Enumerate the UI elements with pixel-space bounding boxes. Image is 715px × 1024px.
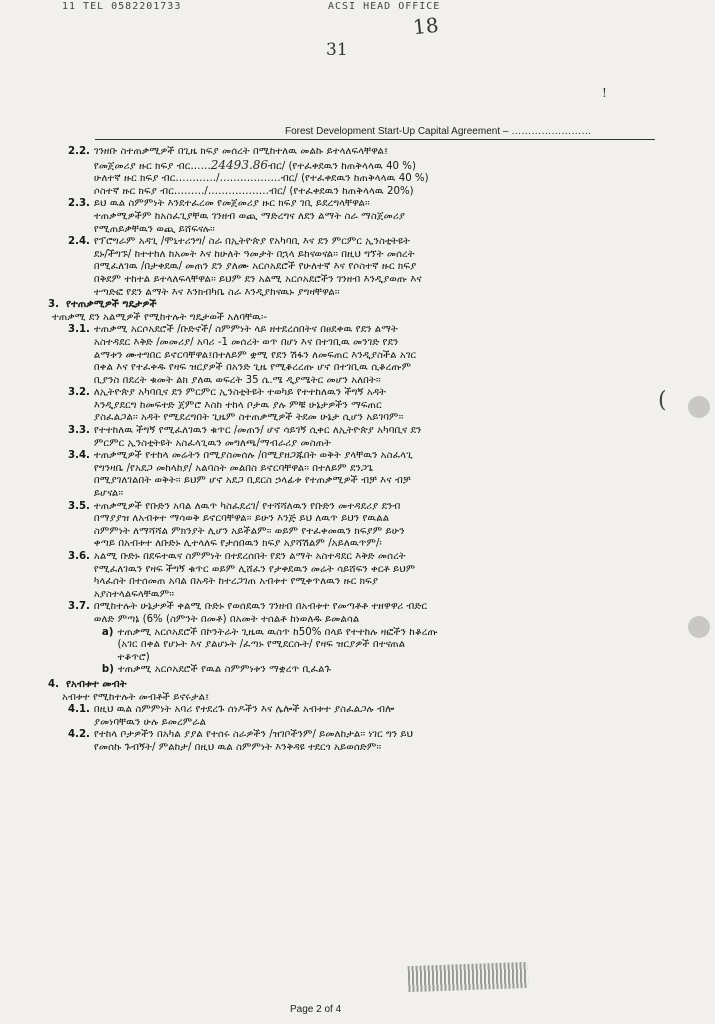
clause-line: ደኑ/ችግኙ/ ከተተከለ ከአመት እና ከሁለት ዓመታት በኋላ ይከናወናል፡፡ በዚህ ግኘት መሰረት [93, 248, 415, 260]
fax-header [0, 0, 715, 16]
margin-bracket-mark: ( [658, 388, 667, 413]
clause-line: የግንዛቤ /የአደጋ መከላከያ/ አልባስት መልበስ ይኖርባቸዋል፡፡ በተለይም ደንጋጌ [93, 462, 374, 474]
punch-hole-top [688, 396, 710, 418]
clause-line: ሁለተኛ ዙር ክፍያ ብር…………/………………ብር/ (የተፈቀደዉን ከጠቅላላዉ 40 %) [93, 173, 429, 185]
clause-line: የመሰኩ ጉብኝት/ ምልከታ/ በዚህ ዉል ስምምነት እንቅዳዩ ተደርጎ አይወሰድም፡፡ [93, 741, 382, 753]
clause-line: ተጣድፎ የደን ልማት እና እንክብካቤ ስራ እንዲያከናዉኑ ያግዛቸዋል፡፡ [93, 286, 340, 298]
section-4-intro: አብቱተ የሚከተሉት መብቶች ይኖሩታል፤ [62, 691, 210, 703]
clause-3-3 [48, 425, 653, 450]
fax-sender-number: 11 TEL 0582201733 [62, 1, 182, 12]
clause-line: ተጠቃሚ አርሶአደሮች በኮንትራት ጊዜዉ ዉስጥ ከ50% በላይ የተተከሉ ዛፎችን ከቆረጡ [117, 626, 438, 638]
clause-2-4 [48, 236, 653, 299]
clause-number: 3.3. [68, 425, 90, 437]
section-number: 4. [48, 678, 59, 690]
clause-line: ለኢትዮጵያ አካባቢና ደን ምርምር ኢንስቲትዩት ተወካይ የተተከለዉን ችግኝ አዳት [93, 387, 387, 399]
clause-line: ገንዘቡ ስተጠቃሚዎች በጊዜ ክፍያ መሰረት በሚከተለዉ መልኩ ይተላለፍላቸዋል፤ [93, 146, 389, 157]
clause-3-7 [48, 601, 653, 677]
clause-line: ይህ ዉል ስምምነት እንደተፈረመ የመጀመሪያ ዙር ክፍያ ገቢ ይደረግላቸዋል፡፡ [93, 198, 370, 210]
handwritten-page-number: 18 [411, 12, 440, 40]
clause-line: ሶስተኛ ዙር ክፍያ ብር………/………………ብር/ (የተፈቀደዉን ከጠቅላላዉ 20%) [93, 185, 414, 197]
clause-line: በሚከተሉት ሁኔታዎች ቀልሚ ቡድኑ የወሰደዉን ገንዘብ በአብቱተ የመጣቶቶ ተዘዋዋሪ ብድር [93, 601, 428, 613]
clause-number: 3.6. [68, 551, 90, 562]
clause-line: ወለድ ምጣኔ (6% (ስምንት በመቶ) በአመት ተሰልቶ ከነወለዱ ይመልሳል [93, 613, 360, 625]
clause-line: አልሚ ቡድኑ በደፍተዉና ስምምነት በተደረሰበት የደን ልማት አስተዳደር እቅድ መሰረት [93, 551, 406, 562]
clause-line: በማያያዝ ለአብቱተ ማሳወቅ ይኖርባቸዋል፡፡ ይሁን እንጅ ይህ ለዉጥ ይህን የዉልል [93, 513, 390, 525]
first-installment-tail: ብር/ (የተፈቀደዉን ከጠቅላላዉ 40 %) [268, 160, 416, 172]
header-rule [95, 139, 655, 140]
section-3-intro: ተጠቃሚ ደን አልሚዎች የሚከተሉት ግዴታወች አለባቸዉ፡- [52, 311, 268, 323]
page-footer: Page 2 of 4 [290, 1004, 342, 1015]
clause-line: ተጠቃሚዎችም ከአስፈጊያቸዉ ገንዘብ ወጪ ማድረግና ለደን ልማት ስራ ማስጀመሪያ [93, 210, 405, 222]
clause-3-6 [48, 551, 653, 601]
section-title: የአብቱተ መብት [66, 678, 127, 690]
clause-number: 4.2. [68, 729, 90, 741]
clause-number: 2.4. [68, 236, 90, 248]
clause-3-4 [48, 450, 653, 500]
handwritten-mark: ! [602, 86, 607, 100]
clause-4-2 [48, 729, 653, 754]
handwritten-folio-number: 31 [326, 40, 348, 60]
clause-line: ስምምነት ለማሻሻል ምክንያት ሊሆን አይችልም፡፡ ወይም የተፈቀመዉን ክፍያም ይሁን [93, 525, 405, 537]
running-header: Forest Development Start-Up Capital Agreement – …………………… [285, 126, 592, 137]
clause-number: 2.2. [68, 146, 90, 157]
section-number: 3. [48, 299, 59, 311]
clause-line: ይሆናል፡፡ [93, 488, 124, 500]
sub-clause-letter: b) [101, 664, 114, 676]
clause-line: ምርምር ኢንስቲትዩት አስፈላጊዉን መግለጫ/ማብራሪያ መስጠት [93, 437, 332, 449]
clause-number: 2.3. [68, 198, 90, 210]
smudged-stamp [408, 962, 529, 992]
clause-line: ያመነባቸዉን ሁሉ ይመረምራል [93, 716, 207, 728]
clause-3-7-b [94, 664, 438, 677]
clause-line: ተጠቃሚ አርሶአደሮች የዉል ስምምነቱን ማቋረጥ ቢፈልጉ [117, 664, 331, 676]
clause-line-first-installment [94, 159, 429, 174]
clause-4-1 [48, 704, 653, 729]
section-4-heading [48, 679, 653, 692]
clause-line: የተተከለዉ ችግኝ የሚፈለገዉን ቁጥር /መጠን/ ሆኖ ሳይገኝ ሲቀር ለኢትዮጵያ አካባቢና ደን [93, 425, 422, 437]
clause-2-2 [48, 146, 653, 198]
fax-sender-name: ACSI HEAD OFFICE [328, 1, 441, 12]
clause-number: 3.4. [68, 450, 90, 462]
clause-number: 3.7. [68, 601, 90, 613]
clause-line: ተጠቃሚዎች የተከላ መሬትን በሚያስመሰሉ /በሚያዘጋጁበት ወቅት ያላቸዉን አስፈላጊ [93, 450, 413, 462]
clause-line: አያስተላልፍላቸዉም፡፡ [93, 588, 175, 600]
clause-line: ካላፈሰት በተሰመጠ አባል በአዳት ከተረጋገጠ አብቱተ የሚቀጥለዉን ዙር ክፍያ [93, 576, 379, 588]
clause-line: አስተዳደር እቅድ /መመሪያ/ አባሪ -1 መሰረት ወጥ በሆነ እና በተገቢዉ መንገድ የደን [93, 336, 399, 348]
section-3-heading [48, 299, 653, 312]
clause-number: 3.5. [68, 500, 90, 512]
sub-clause-letter: a) [101, 626, 114, 638]
clause-line: (አገር በቀል የሆኑት እና ያልሆኑት /ፈጣኑ የሚደርሱት/ የዛፍ ዝርያዎች በተናጠል [117, 639, 406, 651]
clause-line: ያስፈልጋል፡፡ አዳት የሚደረግበት ጊዜም ስተጠቃሚዎች ትደመ ሁኔታ ሲሆን አይገባም፡፡ [93, 412, 404, 424]
clause-line: በዚህ ዉል ስምምነት አባሪ የተደረጉ ሰነዶችን እና ሌሎች አብቱተ ያስፈልጋሉ ብሎ [93, 704, 395, 716]
clause-line: ተቆጥሮ) [117, 651, 150, 663]
clause-3-2 [48, 387, 653, 425]
handwritten-amount: 24493.86 [210, 158, 269, 172]
clause-line: ልማቱን ሙተግበር ይኖርባቸዋል፤በተለይም ቋሚ የደን ሽፋን ለመፍጠር እንዲያስችል አገር [93, 349, 417, 361]
clause-line: ቀጣይ በአብቱተ ለቡድኑ ሊተላለፍ የታሰበዉን ክፍያ አያሻሽልም /አይለዉጥም/፡ [93, 538, 382, 550]
clause-3-7-a [94, 627, 438, 665]
clause-line: ተጠቃሚ አርሶአደሮች /ቡድኖች/ ስምምነት ላይ ዘተደረሰበትና በፀደቀዉ የደን ልማት [93, 324, 398, 336]
clause-line: የሚጠይቃቸዉን ወጪ ይሸፍናሉ፡፡ [93, 223, 215, 235]
clause-number: 3.2. [68, 387, 90, 399]
clause-line: በቀል እና የተፈቀዱ የዛፍ ዝርያዎች በአንድ ጊዜ የሚቆረረጡ ሆኖ በተገቢዉ ሲቆረጡም [93, 362, 412, 374]
clause-line: ቢያንስ በደረት ቁመት ልክ ያለዉ ወፍረት 35 ሴ.ሜ ዲያሜትር መሆን አለበት፡፡ [93, 374, 381, 386]
clause-3-1 [48, 324, 653, 387]
section-title: የተጠቃሚዎች ግዴታዎች [66, 299, 157, 311]
clause-line: በሚፈለገዉ /በታቀደዉ/ መጠን ደን ያለሙ አርሶአደሮች የሁለተኛ እና የሶስተኛ ዙር ክፍያ [93, 261, 417, 273]
clause-line: እንዲያደርግ ከመፍተድ ጀምሮ እስከ ተከላ ቦታዉ ያሉ ምቹ ሁኔታዎችን ማፍጠር [93, 399, 382, 411]
clause-line: የሚፈለገዉን የዛፍ ችግኝ ቁጥር ወይም ሊሸፈን የታቀደዉን መሬት ሳይሸፍን ቀርቶ ይህም [93, 563, 416, 575]
clause-line: የፕሮግራም አዳጊ /ሞኒተሪንግ/ ስራ በኢትዮጵያ የአካባቢ እና ደን ምርምር ኢንስቲትዩት [93, 236, 410, 248]
clause-number: 3.1. [68, 324, 90, 336]
clause-line: በቅደም ተከተል ይተላለፍላቸዋል፡፡ ይህም ደን አልሚ አርሶአደሮችን ገንዘብ እንዲያወጡ እና [93, 273, 422, 285]
first-installment-label: የመጀመሪያ ዙር ክፍያ ብር…… [93, 160, 211, 172]
agreement-body [48, 146, 653, 755]
punch-hole-bottom [688, 616, 710, 638]
clause-line: ተጠቃሚዎች የቡድን አባል ለዉጥ ካስፈደረገ/ የተሻሻለዉን የቡድን መተዳደሪያ ደንብ [93, 500, 401, 512]
clause-line: የተከላ ቦታዎችን በአካል ያያል የተሰሩ ስራዎችን /ዝገቦችንም/ ይመለከታል፡፡ ነገር ግን ይህ [93, 729, 414, 741]
clause-number: 4.1. [68, 704, 90, 716]
clause-3-5 [48, 501, 653, 551]
clause-line: በሚያገለገልበት ወቅት፡፡ ይህም ሆኖ አደጋ ቢደርስ ኃላፊቱ የተጠቃሚዎች ብቻ እና ብቻ [93, 475, 411, 487]
clause-2-3 [48, 198, 653, 236]
